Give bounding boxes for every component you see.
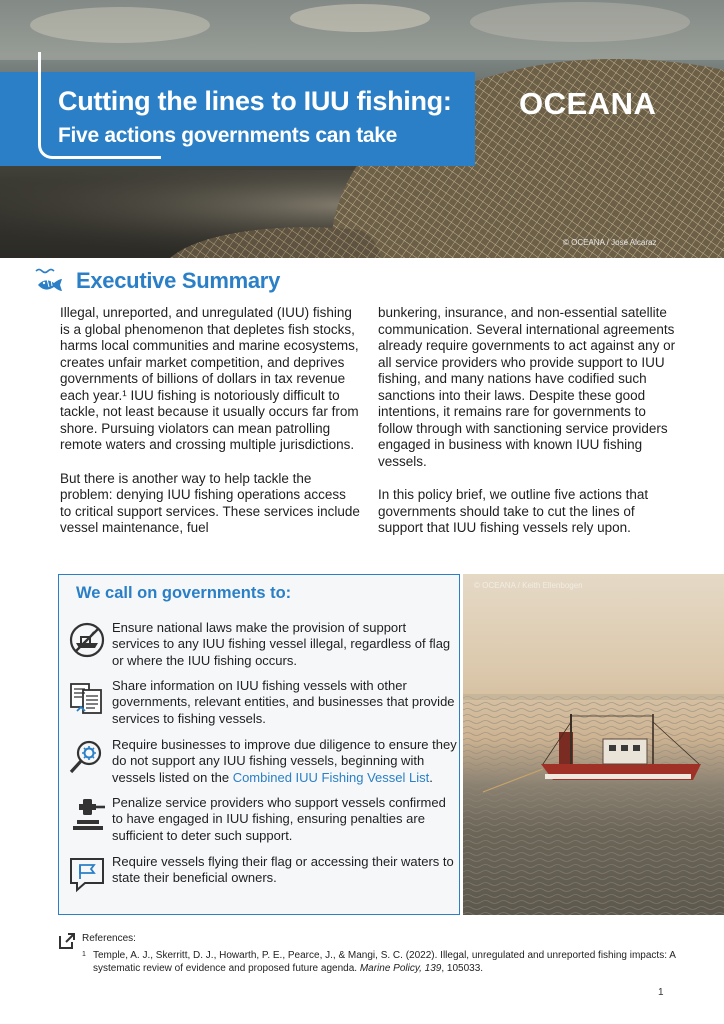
summary-right-column [378,305,678,554]
call-to-action-box [58,574,460,915]
page-title: Cutting the lines to IUU fishing: [58,86,452,116]
action-text: Require vessels flying their flag or accessing their waters to state their beneficial owners. [112,854,454,886]
action-item [67,795,457,844]
page-subtitle: Five actions governments can take [58,124,398,147]
summary-paragraph: But there is another way to help tackle the problem: denying IUU fishing operations access to critical support services. These services include vessel maintenance, fuel [60,470,360,535]
reference-citation [93,949,693,975]
action-item [67,854,457,894]
citation-journal: Marine Policy, 139 [359,963,442,974]
sea-boat-illustration [463,574,724,915]
citation-pages: , 105033. [441,963,484,974]
magnifier-gear-icon [67,737,107,777]
oceana-logo: OCEANA [519,86,657,121]
summary-left-column [60,305,360,554]
citation-authors-title: Temple, A. J., Skerritt, D. J., Howarth, P. E., Pearce, J., & Mangi, S. C. (2022). Illegal, unregulated and unreported fishing impacts: A systematic review of evidence and proposed future agenda. [93,950,676,974]
action-text-start: Require businesses to improve due diligence to ensure they do not support any IUU fishing vessels, beginning with vessels listed on the [112,737,457,785]
page-number: 1 [658,987,664,998]
executive-summary-title: Executive Summary [76,268,281,293]
action-text-end: . [429,769,433,785]
combined-iuu-list-link[interactable]: Combined IUU Fishing Vessel List [232,769,430,785]
references-heading: References: [82,933,136,944]
action-text: Penalize service providers who support vessels confirmed to have engaged in IUU fishing, ensuring penalties are sufficient to deter such support. [112,795,446,843]
document-share-icon [67,678,107,718]
boat-photo-credit: © OCEANA / Keith Ellenbogen [474,581,583,590]
external-link-icon [58,932,76,950]
summary-paragraph: bunkering, insurance, and non-essential satellite communication. Several international agreements already require governments to act against any or all service providers who provide support to IUU fishing, and many nations have codified such sanctions into their laws. Despite these good intentions, it remains rare for governments to follow through with sanctioning service providers engaged in business with known IUU fishing vessels. [378,305,676,469]
gavel-icon [67,795,107,835]
action-item [67,620,457,669]
action-item [67,678,457,727]
action-text [112,737,457,786]
no-ship-icon [67,620,107,660]
flag-chat-icon [67,854,107,894]
call-box-title: We call on governments to: [76,584,292,602]
executive-summary-header [32,266,280,296]
action-text: Share information on IUU fishing vessels with other governments, relevant entities, and businesses that provide services to fishing vessels. [112,678,455,726]
hero-photo-credit: © OCEANA / José Alcaraz [563,238,657,247]
hero-banner [0,0,724,258]
action-text: Ensure national laws make the provision of support services to any IUU fishing vessel illegal, regardless of flag or where the IUU fishing occurs. [112,620,451,668]
summary-paragraph: In this policy brief, we outline five actions that governments should take to cut the lines of support that IUU fishing vessels rely upon. [378,487,649,535]
fish-wave-icon [32,266,72,296]
reference-number: 1 [82,951,86,958]
summary-paragraph: Illegal, unreported, and unregulated (IUU) fishing is a global phenomenon that depletes fish stocks, harms local communities and marine ecosystems, creates unfair market competition, and deprives governments of billions of dollars in tax revenue each year.¹ IUU fishing is notoriously difficult to tackle, not least because it usually occurs far from shore. Pursuing violators can mean patrolling remote waters and crossing multiple jurisdictions. [60,305,359,452]
action-item [67,737,457,786]
fishing-boat-photo [463,574,724,915]
